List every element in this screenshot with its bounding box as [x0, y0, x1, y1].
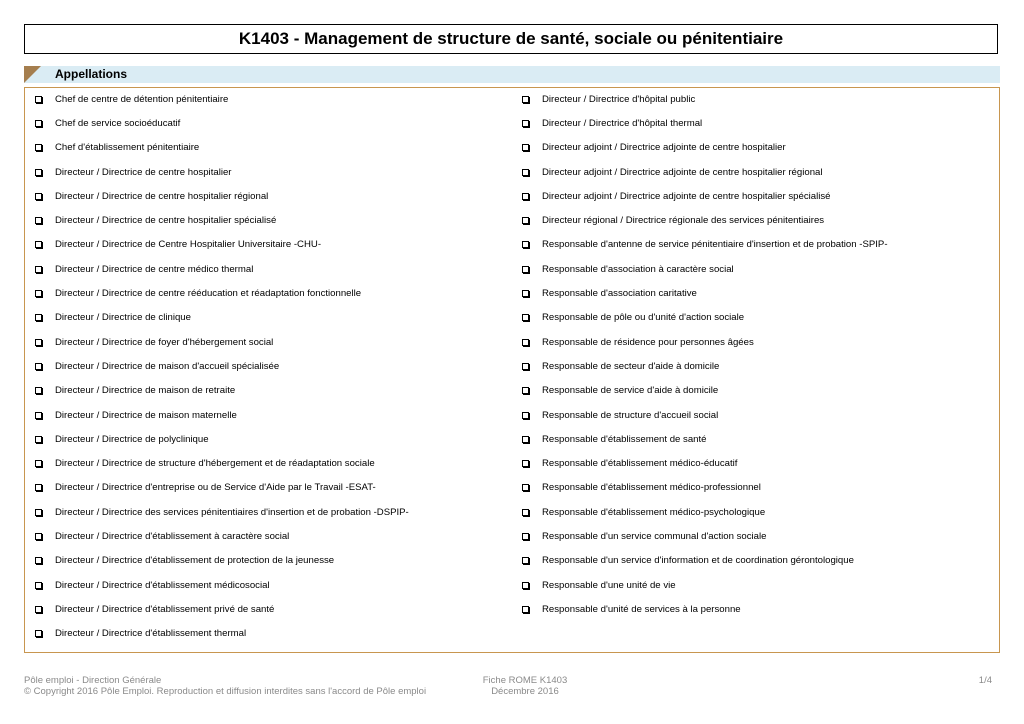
checkbox-square-icon: [522, 290, 529, 297]
checkbox-square-icon: [522, 533, 529, 540]
list-item-label: Responsable d'un service communal d'action sociale: [542, 530, 767, 542]
list-item-label: Directeur / Directrice de clinique: [55, 312, 191, 324]
list-item-label: Directeur adjoint / Directrice adjointe de centre hospitalier spécialisé: [542, 190, 831, 202]
list-item: [522, 306, 992, 330]
checkbox-square-icon: [35, 96, 42, 103]
list-item-label: Directeur / Directrice d'hôpital public: [542, 93, 696, 105]
list-item-label: Chef de centre de détention pénitentiaire: [55, 93, 229, 105]
list-item: [35, 427, 505, 451]
checkbox-square-icon: [522, 387, 529, 394]
list-item-label: Directeur adjoint / Directrice adjointe de centre hospitalier: [542, 142, 786, 154]
list-item: [522, 111, 992, 135]
checkbox-square-icon: [35, 484, 42, 491]
list-item: [35, 111, 505, 135]
list-item-label: Directeur régional / Directrice régionale des services pénitentiaires: [542, 215, 825, 227]
list-item-label: Directeur / Directrice des services pénitentiaires d'insertion et de probation -DSPIP-: [55, 506, 409, 518]
checkbox-square-icon: [522, 144, 529, 151]
checkbox-square-icon: [35, 557, 42, 564]
list-item: [35, 597, 505, 621]
checkbox-square-icon: [35, 460, 42, 467]
list-item-label: Responsable d'unité de services à la personne: [542, 603, 741, 615]
footer-organization: Pôle emploi - Direction Générale: [24, 675, 162, 686]
checkbox-square-icon: [35, 582, 42, 589]
list-item-label: Directeur / Directrice d'établissement médicosocial: [55, 579, 270, 591]
list-item: [522, 87, 992, 111]
list-item: [522, 573, 992, 597]
list-item: [35, 87, 505, 111]
checkbox-square-icon: [522, 241, 529, 248]
checkbox-square-icon: [522, 217, 529, 224]
checkbox-square-icon: [35, 169, 42, 176]
list-item-label: Responsable d'établissement médico-professionnel: [542, 482, 761, 494]
list-item: [522, 330, 992, 354]
list-item-label: Responsable de pôle ou d'unité d'action sociale: [542, 312, 745, 324]
list-item-label: Responsable d'une unité de vie: [542, 579, 676, 591]
checkbox-square-icon: [35, 120, 42, 127]
list-item-label: Responsable de résidence pour personnes âgées: [542, 336, 754, 348]
footer-center: [480, 675, 570, 697]
checkbox-square-icon: [35, 387, 42, 394]
list-item-label: Directeur / Directrice d'établissement thermal: [55, 628, 247, 640]
checkbox-square-icon: [522, 582, 529, 589]
list-item: [522, 451, 992, 475]
checkbox-square-icon: [35, 630, 42, 637]
list-item: [35, 208, 505, 232]
checkbox-square-icon: [522, 509, 529, 516]
list-item: [522, 500, 992, 524]
list-item-label: Directeur / Directrice d'établissement privé de santé: [55, 603, 275, 615]
section-corner-marker: [24, 66, 41, 83]
list-item-label: Directeur / Directrice de maison de retraite: [55, 385, 236, 397]
list-item: [35, 330, 505, 354]
list-item-label: Responsable de structure d'accueil social: [542, 409, 719, 421]
list-item: [522, 184, 992, 208]
list-item: [35, 136, 505, 160]
list-item: [522, 549, 992, 573]
footer-date: Décembre 2016: [491, 686, 559, 697]
list-item: [522, 281, 992, 305]
checkbox-square-icon: [522, 314, 529, 321]
list-item-label: Directeur / Directrice d'entreprise ou de Service d'Aide par le Travail -ESAT-: [55, 482, 376, 494]
list-item: [35, 622, 505, 646]
checkbox-square-icon: [522, 339, 529, 346]
list-item-label: Chef d'établissement pénitentiaire: [55, 142, 200, 154]
list-item: [35, 306, 505, 330]
checkbox-square-icon: [35, 339, 42, 346]
checkbox-square-icon: [522, 96, 529, 103]
section-header-appellations: [24, 66, 1000, 83]
checkbox-square-icon: [522, 363, 529, 370]
list-item: [35, 184, 505, 208]
list-item-label: Directeur adjoint / Directrice adjointe de centre hospitalier régional: [542, 166, 823, 178]
list-item-label: Responsable d'association à caractère social: [542, 263, 734, 275]
checkbox-square-icon: [35, 241, 42, 248]
list-item-label: Directeur / Directrice de centre hospitalier régional: [55, 190, 269, 202]
appellations-list-box: [24, 87, 1000, 653]
checkbox-square-icon: [35, 363, 42, 370]
list-item: [522, 597, 992, 621]
list-item: [522, 403, 992, 427]
list-item: [522, 136, 992, 160]
list-item: [522, 427, 992, 451]
list-item: [522, 257, 992, 281]
list-item-label: Directeur / Directrice de maison maternelle: [55, 409, 237, 421]
list-item-label: Directeur / Directrice de Centre Hospitalier Universitaire -CHU-: [55, 239, 322, 251]
checkbox-square-icon: [35, 144, 42, 151]
list-item-label: Directeur / Directrice de maison d'accueil spécialisée: [55, 360, 280, 372]
list-item: [35, 403, 505, 427]
footer-copyright: © Copyright 2016 Pôle Emploi. Reproduction et diffusion interdites sans l'accord de Pôle emploi: [24, 686, 427, 697]
checkbox-square-icon: [522, 120, 529, 127]
footer-page-number: 1/4: [978, 675, 992, 686]
checkbox-square-icon: [522, 266, 529, 273]
list-item-label: Directeur / Directrice de centre hospitalier spécialisé: [55, 215, 277, 227]
list-item: [35, 451, 505, 475]
section-title: Appellations: [55, 67, 128, 81]
checkbox-square-icon: [522, 484, 529, 491]
checkbox-square-icon: [35, 606, 42, 613]
list-item-label: Responsable d'établissement médico-psychologique: [542, 506, 766, 518]
list-item-label: Directeur / Directrice de centre hospitalier: [55, 166, 232, 178]
list-item-label: Directeur / Directrice de foyer d'hébergement social: [55, 336, 274, 348]
checkbox-square-icon: [35, 412, 42, 419]
checkbox-square-icon: [35, 314, 42, 321]
checkbox-square-icon: [522, 557, 529, 564]
checkbox-square-icon: [35, 290, 42, 297]
list-item: [522, 233, 992, 257]
list-item-label: Directeur / Directrice de structure d'hébergement et de réadaptation sociale: [55, 458, 375, 470]
document-title: K1403 - Management de structure de santé, sociale ou pénitentiaire: [24, 24, 998, 54]
checkbox-square-icon: [35, 533, 42, 540]
appellations-column-left: [35, 88, 505, 646]
list-item-label: Directeur / Directrice d'hôpital thermal: [542, 117, 703, 129]
checkbox-square-icon: [35, 436, 42, 443]
list-item-label: Directeur / Directrice de centre rééducation et réadaptation fonctionnelle: [55, 288, 362, 300]
checkbox-square-icon: [522, 193, 529, 200]
list-item: [522, 476, 992, 500]
list-item: [522, 160, 992, 184]
footer-document-ref: Fiche ROME K1403: [482, 675, 568, 686]
list-item: [35, 233, 505, 257]
checkbox-square-icon: [522, 606, 529, 613]
list-item: [522, 354, 992, 378]
checkbox-square-icon: [522, 412, 529, 419]
list-item: [522, 524, 992, 548]
list-item: [35, 379, 505, 403]
list-item: [35, 257, 505, 281]
list-item-label: Chef de service socioéducatif: [55, 117, 181, 129]
list-item: [35, 476, 505, 500]
list-item: [522, 379, 992, 403]
list-item: [35, 524, 505, 548]
list-item: [35, 549, 505, 573]
list-item-label: Directeur / Directrice d'établissement de protection de la jeunesse: [55, 555, 335, 567]
checkbox-square-icon: [35, 217, 42, 224]
checkbox-square-icon: [35, 193, 42, 200]
checkbox-square-icon: [35, 266, 42, 273]
list-item: [35, 573, 505, 597]
footer-left: [24, 675, 426, 697]
checkbox-square-icon: [35, 509, 42, 516]
checkbox-square-icon: [522, 436, 529, 443]
list-item: [35, 500, 505, 524]
list-item-label: Directeur / Directrice de polyclinique: [55, 433, 209, 445]
list-item-label: Responsable d'établissement médico-éducatif: [542, 458, 738, 470]
list-item: [35, 281, 505, 305]
list-item-label: Responsable de secteur d'aide à domicile: [542, 360, 720, 372]
list-item: [35, 160, 505, 184]
list-item-label: Directeur / Directrice d'établissement à caractère social: [55, 530, 290, 542]
list-item-label: Directeur / Directrice de centre médico thermal: [55, 263, 254, 275]
list-item-label: Responsable de service d'aide à domicile: [542, 385, 719, 397]
list-item: [35, 354, 505, 378]
list-item: [522, 208, 992, 232]
list-item-label: Responsable d'association caritative: [542, 288, 697, 300]
list-item-label: Responsable d'antenne de service pénitentiaire d'insertion et de probation -SPIP-: [542, 239, 888, 251]
list-item-label: Responsable d'un service d'information et de coordination gérontologique: [542, 555, 854, 567]
list-item-label: Responsable d'établissement de santé: [542, 433, 707, 445]
checkbox-square-icon: [522, 460, 529, 467]
appellations-column-right: [522, 88, 992, 622]
checkbox-square-icon: [522, 169, 529, 176]
